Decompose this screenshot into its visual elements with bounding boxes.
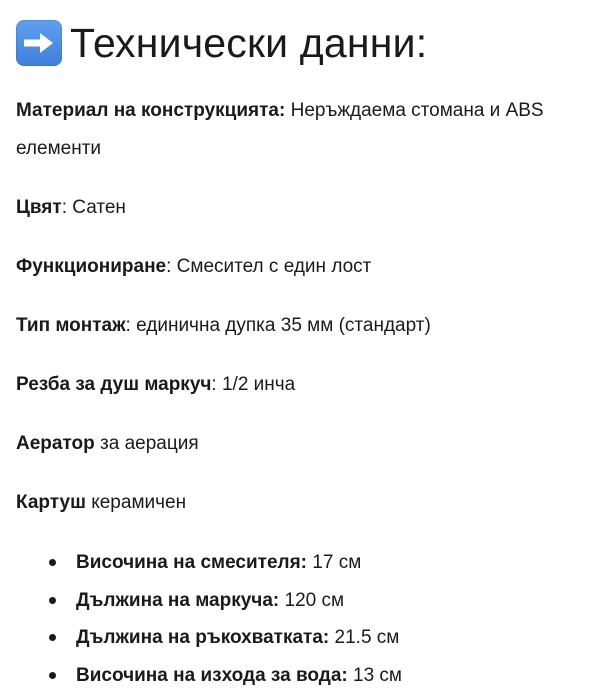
list-item xyxy=(0,582,608,620)
spec-aerator xyxy=(16,425,586,463)
spec-color xyxy=(16,189,586,227)
spec-label: Картуш xyxy=(16,492,86,513)
spec-value: Неръждаема стомана и ABS елементи xyxy=(16,100,544,159)
spec-label: Функциониране xyxy=(16,256,167,277)
spec-cartridge xyxy=(16,484,586,522)
dimension-value: 13 см xyxy=(347,664,402,686)
list-item xyxy=(0,544,608,582)
dimension-value: 17 см xyxy=(307,552,362,573)
dimension-value: 21.5 см xyxy=(329,627,400,648)
right-arrow-icon xyxy=(16,20,62,66)
bullet-icon xyxy=(49,634,56,641)
dimension-label: Височина на смесителя: xyxy=(76,552,307,573)
list-item xyxy=(0,657,608,695)
dimensions-list xyxy=(0,544,608,694)
spec-material xyxy=(16,92,586,168)
spec-value: : Смесител с един лост xyxy=(166,256,372,277)
bullet-icon xyxy=(49,672,56,679)
spec-value: : 1/2 инча xyxy=(211,374,296,395)
spec-operation xyxy=(16,248,586,286)
bullet-icon xyxy=(49,597,56,604)
dimension-label: Дължина на маркуча: xyxy=(76,589,280,611)
spec-value: за аерация xyxy=(94,433,199,454)
spec-label: Цвят xyxy=(16,197,62,218)
bullet-icon xyxy=(49,559,56,566)
spec-value: : единична дупка 35 мм (стандарт) xyxy=(125,315,431,336)
spec-mounting xyxy=(16,307,586,345)
spec-hose-thread xyxy=(16,366,586,404)
dimension-value: 120 см xyxy=(279,589,345,611)
spec-value: : Сатен xyxy=(61,197,126,218)
list-item xyxy=(0,619,608,657)
section-heading xyxy=(16,16,427,70)
dimension-label: Височина на изхода за вода: xyxy=(76,664,348,686)
page-title: Технически данни: xyxy=(70,19,428,66)
spec-label: Аератор xyxy=(16,433,95,454)
spec-label: Тип монтаж xyxy=(16,315,126,336)
spec-label: Резба за душ маркуч xyxy=(16,374,212,395)
spec-value: керамичен xyxy=(85,492,187,513)
spec-label: Материал на конструкцията: xyxy=(16,100,286,121)
dimension-label: Дължина на ръкохватката: xyxy=(76,627,330,648)
